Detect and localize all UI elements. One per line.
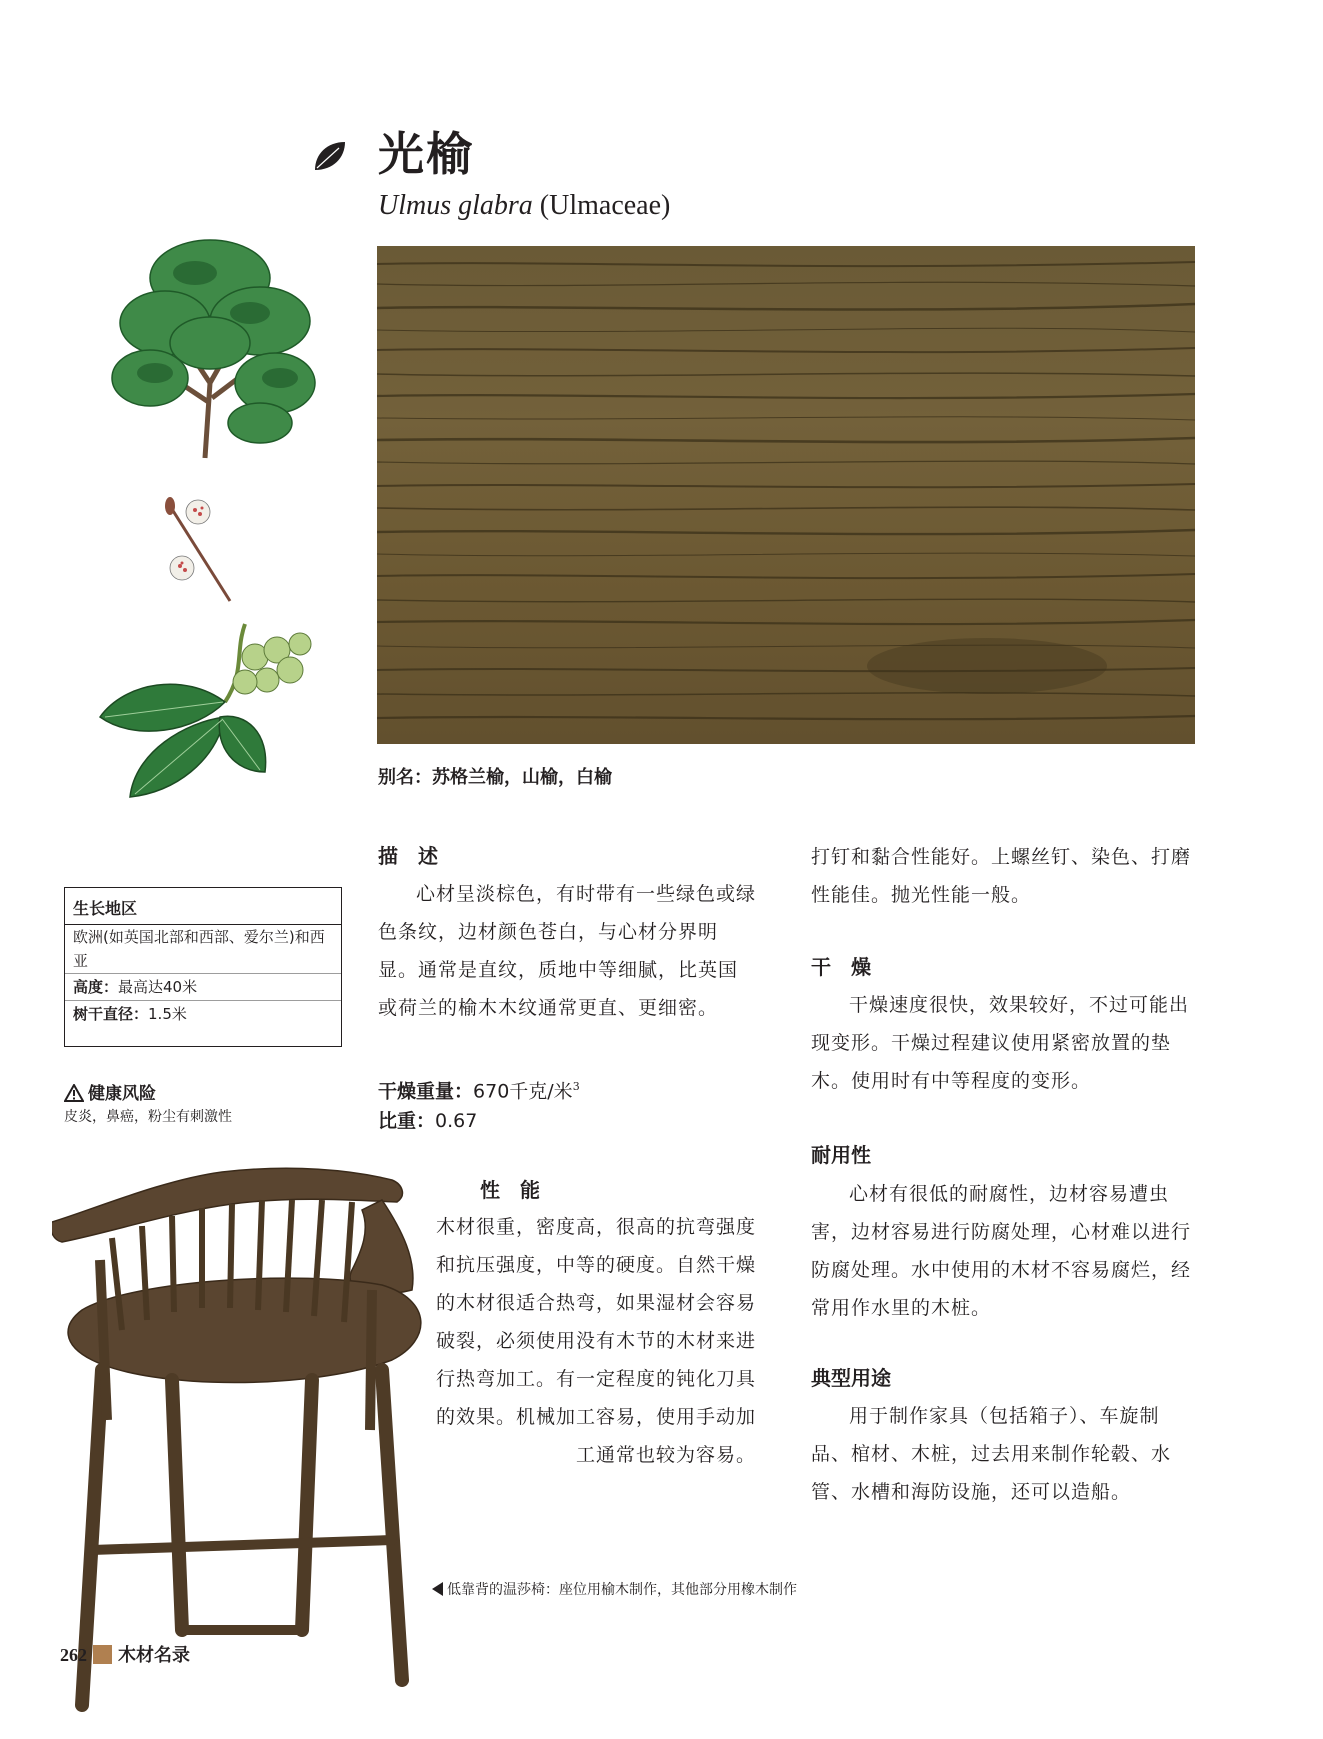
footer-square (93, 1645, 112, 1664)
uses-heading: 典型用途 (811, 1366, 891, 1390)
trunk-value: 1.5米 (148, 1005, 187, 1023)
chair-caption (432, 1580, 797, 1600)
family-name: (Ulmaceae) (539, 190, 671, 221)
section-name: 木材名录 (118, 1645, 190, 1666)
dry-weight-value: 670千克/米 (473, 1080, 573, 1103)
leaves-illustration (95, 622, 320, 812)
dry-weight (378, 1072, 580, 1106)
specific-gravity (378, 1106, 477, 1136)
latin-name (378, 188, 670, 224)
tree-illustration (110, 233, 320, 463)
uses-text: 用于制作家具（包括箱子）、车旋制品、棺材、木桩，过去用来制作轮毂、水管、水槽和海防设施，还可以造船。 (811, 1405, 1172, 1503)
growth-info-box (64, 887, 342, 1047)
growth-region: 欧洲(如英国北部和西部、爱尔兰)和西亚 (73, 928, 325, 970)
growth-trunk (65, 1000, 341, 1027)
wood-sample-image (377, 246, 1195, 744)
alias-names: 别名：苏格兰榆，山榆，白榆 (378, 767, 612, 788)
page-title: 光榆 (378, 127, 474, 181)
description-heading: 描 述 (378, 844, 438, 868)
durability-heading: 耐用性 (811, 1143, 871, 1167)
drying-heading: 干 燥 (811, 955, 871, 979)
height-label: 高度： (73, 978, 119, 996)
trunk-label: 树干直径： (73, 1005, 149, 1023)
description-text: 心材呈淡棕色，有时带有一些绿色或绿色条纹，边材颜色苍白，与心材分界明显。通常是直纹，质地中等细腻，比英国或荷兰的榆木木纹通常更直、更细密。 (378, 883, 757, 1019)
durability-text: 心材有很低的耐腐性，边材容易遭虫害，边材容易进行防腐处理，心材难以进行防腐处理。水中使用的木材不容易腐烂，经常用作水里的木桩。 (811, 1183, 1192, 1319)
health-risk (64, 1082, 232, 1128)
caption-text: 低靠背的温莎椅：座位用榆木制作，其他部分用橡木制作 (447, 1582, 797, 1598)
dry-weight-label: 干燥重量： (378, 1080, 474, 1103)
health-heading: 健康风险 (88, 1084, 156, 1104)
windsor-chair-photo (52, 1160, 462, 1720)
leaf-icon (313, 140, 347, 172)
caption-arrow-icon (432, 1582, 443, 1596)
flower-illustration (160, 496, 240, 606)
performance-heading: 性 能 (480, 1178, 540, 1202)
health-text: 皮炎，鼻癌，粉尘有刺激性 (64, 1109, 232, 1125)
drying-text: 干燥速度很快，效果较好，不过可能出现变形。干燥过程建议使用紧密放置的垫木。使用时有中等程度的变形。 (811, 994, 1190, 1092)
page-footer (60, 1642, 190, 1669)
growth-heading: 生长地区 (73, 899, 138, 918)
growth-height (65, 973, 341, 1000)
sg-value: 0.67 (435, 1110, 478, 1132)
sg-label: 比重： (378, 1110, 436, 1132)
latin-binomial: Ulmus glabra (378, 190, 533, 221)
dry-weight-superscript: 3 (572, 1080, 580, 1093)
height-value: 最高达40米 (118, 978, 198, 996)
performance-continuation: 打钉和黏合性能好。上螺丝钉、染色、打磨性能佳。抛光性能一般。 (811, 846, 1192, 906)
warning-triangle-icon (64, 1084, 84, 1102)
performance-text: 木材很重，密度高，很高的抗弯强度和抗压强度，中等的硬度。自然干燥的木材很适合热弯，如果湿材会容易破裂，必须使用没有木节的木材来进行热弯加工。有一定程度的钝化刀具的效果。机械加工容易，使用手动加工通常也较为容易。 (436, 1216, 757, 1466)
page-number: 262 (60, 1645, 87, 1665)
